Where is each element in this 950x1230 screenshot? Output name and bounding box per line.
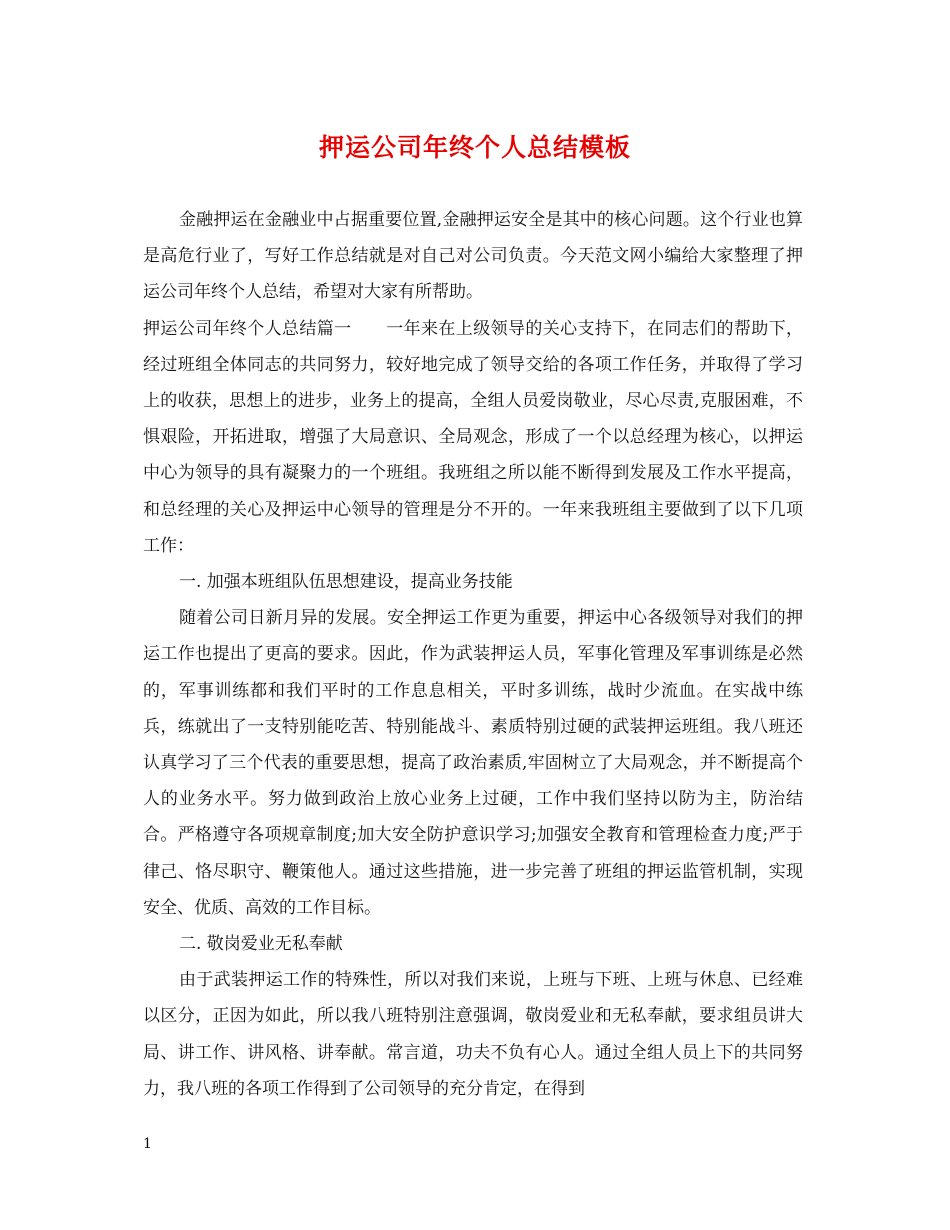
body-paragraph: 随着公司日新月异的发展。安全押运工作更为重要，押运中心各级领导对我们的押运工作也提出了更高的要求。因此，作为武装押运人员，军事化管理及军事训练是必然的，军事训练都和我们平时的工作息息相关，平时多训练，战时少流血。在实战中练兵，练就出了一支特别能吃苦、特别能战斗、素质特别过硬的武装押运班组。我八班还认真学习了三个代表的重要思想，提高了政治素质,牢固树立了大局观念，并不断提高个人的业务水平。努力做到政治上放心业务上过硬，工作中我们坚持以防为主，防治结合。严格遵守各项规章制度;加大安全防护意识学习;加强安全教育和管理检查力度;严于律己、恪尽职守、鞭策他人。通过这些措施，进一步完善了班组的押运监管机制，实现安全、优质、高效的工作目标。 xyxy=(143,608,803,918)
section-one-paragraph: 押运公司年终个人总结篇一 一年来在上级领导的关心支持下，在同志们的帮助下，经过班组全体同志的共同努力，较好地完成了领导交给的各项工作任务，并取得了学习上的收获，思想上的进步，业务上的提高，全组人员爱岗敬业，尽心尽责,克服困难，不惧艰险，开拓进取，增强了大局意识、全局观念，形成了一个以总经理为核心，以押运中心为领导的具有凝聚力的一个班组。我班组之所以能不断得到发展及工作水平提高，和总经理的关心及押运中心领导的管理是分不开的。一年来我班组主要做到了以下几项工作： xyxy=(143,318,803,556)
document-body xyxy=(143,202,803,1107)
document-title: 押运公司年终个人总结模板 xyxy=(318,133,631,162)
page-number: 1 xyxy=(143,1136,152,1152)
heading-two: 二. 敬岗爱业无私奉献 xyxy=(179,934,343,955)
intro-paragraph: 金融押运在金融业中占据重要位置,金融押运安全是其中的核心问题。这个行业也算是高危行业了，写好工作总结就是对自己对公司负责。今天范文网小编给大家整理了押运公司年终个人总结，希望对大家有所帮助。 xyxy=(143,210,803,303)
body-paragraph: 由于武装押运工作的特殊性，所以对我们来说，上班与下班、上班与休息、已经难以区分，正因为如此，所以我八班特别注意强调，敬岗爱业和无私奉献，要求组员讲大局、讲工作、讲风格、讲奉献。常言道，功夫不负有心人。通过全组人员上下的共同努力，我八班的各项工作得到了公司领导的充分肯定，在得到 xyxy=(143,970,803,1099)
heading-one: 一. 加强本班组队伍思想建设，提高业务技能 xyxy=(179,572,513,593)
